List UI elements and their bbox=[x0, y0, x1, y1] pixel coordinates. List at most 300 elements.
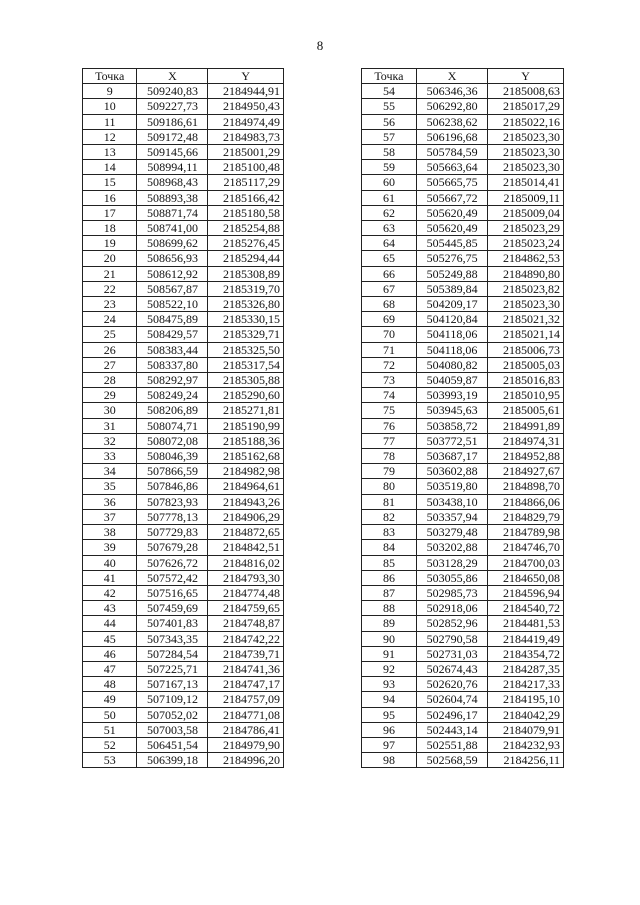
cell-y: 2185294,44 bbox=[208, 251, 284, 266]
cell-point: 81 bbox=[362, 494, 417, 509]
cell-y: 2185021,14 bbox=[488, 327, 564, 342]
cell-point: 94 bbox=[362, 692, 417, 707]
table-row bbox=[362, 403, 564, 418]
header-y: Y bbox=[488, 69, 564, 84]
coordinates-table-right bbox=[361, 68, 564, 768]
cell-x: 503438,10 bbox=[416, 494, 487, 509]
table-row bbox=[83, 692, 284, 707]
cell-x: 503519,80 bbox=[416, 479, 487, 494]
cell-x: 508072,08 bbox=[137, 433, 208, 448]
table-row bbox=[83, 753, 284, 768]
cell-x: 504080,82 bbox=[416, 357, 487, 372]
cell-y: 2185009,04 bbox=[488, 205, 564, 220]
table-row bbox=[362, 114, 564, 129]
cell-point: 74 bbox=[362, 388, 417, 403]
cell-y: 2184950,43 bbox=[208, 99, 284, 114]
cell-point: 44 bbox=[83, 616, 137, 631]
table-row bbox=[83, 631, 284, 646]
cell-x: 505276,75 bbox=[416, 251, 487, 266]
cell-point: 57 bbox=[362, 129, 417, 144]
table-row bbox=[83, 281, 284, 296]
cell-y: 2184816,02 bbox=[208, 555, 284, 570]
cell-y: 2185271,81 bbox=[208, 403, 284, 418]
table-row bbox=[83, 160, 284, 175]
table-row bbox=[362, 479, 564, 494]
cell-x: 507284,54 bbox=[137, 646, 208, 661]
cell-y: 2185180,58 bbox=[208, 205, 284, 220]
cell-y: 2185005,03 bbox=[488, 357, 564, 372]
cell-point: 59 bbox=[362, 160, 417, 175]
cell-x: 505620,49 bbox=[416, 205, 487, 220]
cell-point: 47 bbox=[83, 661, 137, 676]
cell-x: 508567,87 bbox=[137, 281, 208, 296]
cell-x: 506451,54 bbox=[137, 737, 208, 752]
cell-y: 2185023,30 bbox=[488, 145, 564, 160]
cell-x: 503687,17 bbox=[416, 449, 487, 464]
cell-y: 2185305,88 bbox=[208, 373, 284, 388]
cell-point: 66 bbox=[362, 266, 417, 281]
cell-y: 2185014,41 bbox=[488, 175, 564, 190]
table-row bbox=[362, 236, 564, 251]
cell-point: 83 bbox=[362, 525, 417, 540]
coordinates-table-left bbox=[82, 68, 284, 768]
cell-x: 508893,38 bbox=[137, 190, 208, 205]
cell-x: 509172,48 bbox=[137, 129, 208, 144]
cell-y: 2184256,11 bbox=[488, 753, 564, 768]
cell-point: 17 bbox=[83, 205, 137, 220]
cell-point: 78 bbox=[362, 449, 417, 464]
cell-point: 48 bbox=[83, 677, 137, 692]
table-row bbox=[362, 357, 564, 372]
table-row bbox=[362, 707, 564, 722]
cell-point: 32 bbox=[83, 433, 137, 448]
cell-y: 2185023,29 bbox=[488, 221, 564, 236]
cell-x: 508522,10 bbox=[137, 297, 208, 312]
cell-y: 2185023,24 bbox=[488, 236, 564, 251]
cell-point: 39 bbox=[83, 540, 137, 555]
cell-point: 53 bbox=[83, 753, 137, 768]
cell-x: 507679,28 bbox=[137, 540, 208, 555]
cell-point: 38 bbox=[83, 525, 137, 540]
cell-point: 36 bbox=[83, 494, 137, 509]
cell-x: 507823,93 bbox=[137, 494, 208, 509]
cell-y: 2185319,70 bbox=[208, 281, 284, 296]
cell-y: 2185021,32 bbox=[488, 312, 564, 327]
table-row bbox=[83, 129, 284, 144]
cell-y: 2185329,71 bbox=[208, 327, 284, 342]
table-row bbox=[83, 661, 284, 676]
cell-point: 65 bbox=[362, 251, 417, 266]
cell-y: 2185188,36 bbox=[208, 433, 284, 448]
table-row bbox=[83, 494, 284, 509]
cell-y: 2184746,70 bbox=[488, 540, 564, 555]
cell-x: 506238,62 bbox=[416, 114, 487, 129]
table-row bbox=[83, 403, 284, 418]
cell-point: 14 bbox=[83, 160, 137, 175]
cell-point: 71 bbox=[362, 342, 417, 357]
table-row bbox=[83, 266, 284, 281]
table-row bbox=[83, 175, 284, 190]
table-row bbox=[83, 418, 284, 433]
table-row bbox=[362, 692, 564, 707]
cell-y: 2184700,03 bbox=[488, 555, 564, 570]
cell-y: 2185326,80 bbox=[208, 297, 284, 312]
cell-x: 508994,11 bbox=[137, 160, 208, 175]
cell-x: 506399,18 bbox=[137, 753, 208, 768]
cell-point: 77 bbox=[362, 433, 417, 448]
cell-point: 50 bbox=[83, 707, 137, 722]
cell-y: 2184872,65 bbox=[208, 525, 284, 540]
cell-y: 2185005,61 bbox=[488, 403, 564, 418]
table-row bbox=[83, 737, 284, 752]
cell-x: 508337,80 bbox=[137, 357, 208, 372]
cell-x: 502551,88 bbox=[416, 737, 487, 752]
table-row bbox=[362, 737, 564, 752]
cell-y: 2185308,89 bbox=[208, 266, 284, 281]
cell-x: 502604,74 bbox=[416, 692, 487, 707]
cell-y: 2184974,49 bbox=[208, 114, 284, 129]
cell-point: 54 bbox=[362, 84, 417, 99]
table-row bbox=[362, 753, 564, 768]
cell-y: 2184943,26 bbox=[208, 494, 284, 509]
cell-y: 2185017,29 bbox=[488, 99, 564, 114]
cell-point: 22 bbox=[83, 281, 137, 296]
table-row bbox=[362, 570, 564, 585]
table-row bbox=[83, 509, 284, 524]
table-row bbox=[362, 327, 564, 342]
cell-point: 96 bbox=[362, 722, 417, 737]
cell-point: 93 bbox=[362, 677, 417, 692]
table-row bbox=[362, 464, 564, 479]
cell-x: 507626,72 bbox=[137, 555, 208, 570]
cell-point: 68 bbox=[362, 297, 417, 312]
cell-y: 2184042,29 bbox=[488, 707, 564, 722]
cell-y: 2184759,65 bbox=[208, 601, 284, 616]
table-row bbox=[362, 661, 564, 676]
table-row bbox=[83, 388, 284, 403]
cell-x: 503945,63 bbox=[416, 403, 487, 418]
cell-point: 88 bbox=[362, 601, 417, 616]
table-row bbox=[362, 494, 564, 509]
page-number: 8 bbox=[316, 38, 324, 53]
cell-point: 46 bbox=[83, 646, 137, 661]
cell-point: 69 bbox=[362, 312, 417, 327]
cell-x: 509227,73 bbox=[137, 99, 208, 114]
cell-x: 508292,97 bbox=[137, 373, 208, 388]
cell-y: 2184217,33 bbox=[488, 677, 564, 692]
cell-x: 503772,51 bbox=[416, 433, 487, 448]
cell-x: 507167,13 bbox=[137, 677, 208, 692]
cell-point: 87 bbox=[362, 585, 417, 600]
cell-y: 2184596,94 bbox=[488, 585, 564, 600]
cell-y: 2184952,88 bbox=[488, 449, 564, 464]
cell-point: 41 bbox=[83, 570, 137, 585]
cell-y: 2184757,09 bbox=[208, 692, 284, 707]
table-row bbox=[362, 677, 564, 692]
cell-point: 61 bbox=[362, 190, 417, 205]
cell-point: 19 bbox=[83, 236, 137, 251]
table-row bbox=[362, 297, 564, 312]
table-row bbox=[83, 297, 284, 312]
table-row bbox=[83, 722, 284, 737]
cell-x: 507343,35 bbox=[137, 631, 208, 646]
cell-x: 502790,58 bbox=[416, 631, 487, 646]
cell-y: 2184944,91 bbox=[208, 84, 284, 99]
table-row bbox=[362, 433, 564, 448]
header-point: Точка bbox=[362, 69, 417, 84]
table-row bbox=[362, 160, 564, 175]
cell-x: 508741,00 bbox=[137, 221, 208, 236]
cell-point: 27 bbox=[83, 357, 137, 372]
cell-point: 75 bbox=[362, 403, 417, 418]
cell-x: 503055,86 bbox=[416, 570, 487, 585]
cell-y: 2184866,06 bbox=[488, 494, 564, 509]
cell-x: 508871,74 bbox=[137, 205, 208, 220]
cell-point: 15 bbox=[83, 175, 137, 190]
cell-y: 2184829,79 bbox=[488, 509, 564, 524]
table-row bbox=[362, 509, 564, 524]
cell-x: 503357,94 bbox=[416, 509, 487, 524]
cell-y: 2185330,15 bbox=[208, 312, 284, 327]
cell-x: 502985,73 bbox=[416, 585, 487, 600]
cell-x: 507572,42 bbox=[137, 570, 208, 585]
cell-x: 507778,13 bbox=[137, 509, 208, 524]
cell-y: 2184747,17 bbox=[208, 677, 284, 692]
cell-y: 2185008,63 bbox=[488, 84, 564, 99]
cell-x: 507516,65 bbox=[137, 585, 208, 600]
cell-y: 2185166,42 bbox=[208, 190, 284, 205]
cell-x: 509240,83 bbox=[137, 84, 208, 99]
table-row bbox=[362, 555, 564, 570]
table-row bbox=[362, 190, 564, 205]
table-row bbox=[83, 205, 284, 220]
table-row bbox=[83, 327, 284, 342]
cell-point: 31 bbox=[83, 418, 137, 433]
cell-x: 508074,71 bbox=[137, 418, 208, 433]
cell-x: 505665,75 bbox=[416, 175, 487, 190]
header-point: Точка bbox=[83, 69, 137, 84]
cell-y: 2184232,93 bbox=[488, 737, 564, 752]
cell-point: 52 bbox=[83, 737, 137, 752]
cell-point: 91 bbox=[362, 646, 417, 661]
cell-x: 505445,85 bbox=[416, 236, 487, 251]
cell-y: 2185290,60 bbox=[208, 388, 284, 403]
cell-y: 2185162,68 bbox=[208, 449, 284, 464]
cell-x: 505249,88 bbox=[416, 266, 487, 281]
cell-y: 2184982,98 bbox=[208, 464, 284, 479]
cell-x: 508206,89 bbox=[137, 403, 208, 418]
cell-point: 23 bbox=[83, 297, 137, 312]
cell-y: 2185023,30 bbox=[488, 160, 564, 175]
table-row bbox=[83, 190, 284, 205]
cell-y: 2185006,73 bbox=[488, 342, 564, 357]
table-header-row bbox=[362, 69, 564, 84]
cell-y: 2184748,87 bbox=[208, 616, 284, 631]
cell-y: 2184650,08 bbox=[488, 570, 564, 585]
table-row bbox=[83, 601, 284, 616]
table-row bbox=[362, 525, 564, 540]
cell-y: 2184540,72 bbox=[488, 601, 564, 616]
cell-y: 2184774,48 bbox=[208, 585, 284, 600]
table-row bbox=[83, 525, 284, 540]
cell-x: 508475,89 bbox=[137, 312, 208, 327]
table-row bbox=[83, 357, 284, 372]
cell-x: 504120,84 bbox=[416, 312, 487, 327]
table-row bbox=[83, 646, 284, 661]
cell-x: 505667,72 bbox=[416, 190, 487, 205]
cell-y: 2184742,22 bbox=[208, 631, 284, 646]
table-row bbox=[83, 570, 284, 585]
cell-y: 2184771,08 bbox=[208, 707, 284, 722]
cell-point: 25 bbox=[83, 327, 137, 342]
cell-y: 2184354,72 bbox=[488, 646, 564, 661]
cell-point: 24 bbox=[83, 312, 137, 327]
cell-x: 503993,19 bbox=[416, 388, 487, 403]
table-row bbox=[362, 205, 564, 220]
cell-y: 2184974,31 bbox=[488, 433, 564, 448]
cell-point: 86 bbox=[362, 570, 417, 585]
cell-y: 2184195,10 bbox=[488, 692, 564, 707]
cell-x: 502620,76 bbox=[416, 677, 487, 692]
table-row bbox=[83, 433, 284, 448]
header-x: X bbox=[416, 69, 487, 84]
cell-point: 89 bbox=[362, 616, 417, 631]
cell-y: 2184079,91 bbox=[488, 722, 564, 737]
cell-y: 2185009,11 bbox=[488, 190, 564, 205]
table-row bbox=[83, 312, 284, 327]
cell-y: 2184906,29 bbox=[208, 509, 284, 524]
table-row bbox=[83, 616, 284, 631]
table-header-row bbox=[83, 69, 284, 84]
cell-point: 42 bbox=[83, 585, 137, 600]
table-row bbox=[83, 555, 284, 570]
table-row bbox=[83, 464, 284, 479]
cell-point: 56 bbox=[362, 114, 417, 129]
cell-y: 2185023,30 bbox=[488, 297, 564, 312]
cell-x: 509145,66 bbox=[137, 145, 208, 160]
cell-y: 2185325,50 bbox=[208, 342, 284, 357]
cell-point: 73 bbox=[362, 373, 417, 388]
table-row bbox=[83, 585, 284, 600]
cell-point: 45 bbox=[83, 631, 137, 646]
cell-x: 508249,24 bbox=[137, 388, 208, 403]
cell-y: 2184786,41 bbox=[208, 722, 284, 737]
cell-x: 503202,88 bbox=[416, 540, 487, 555]
cell-x: 506196,68 bbox=[416, 129, 487, 144]
cell-x: 502918,06 bbox=[416, 601, 487, 616]
cell-point: 33 bbox=[83, 449, 137, 464]
cell-y: 2185023,82 bbox=[488, 281, 564, 296]
cell-x: 507109,12 bbox=[137, 692, 208, 707]
cell-x: 502568,59 bbox=[416, 753, 487, 768]
table-row bbox=[362, 646, 564, 661]
cell-y: 2184793,30 bbox=[208, 570, 284, 585]
cell-point: 18 bbox=[83, 221, 137, 236]
cell-x: 507459,69 bbox=[137, 601, 208, 616]
table-row bbox=[362, 281, 564, 296]
cell-y: 2184991,89 bbox=[488, 418, 564, 433]
cell-y: 2184842,51 bbox=[208, 540, 284, 555]
cell-point: 67 bbox=[362, 281, 417, 296]
cell-point: 26 bbox=[83, 342, 137, 357]
cell-y: 2185276,45 bbox=[208, 236, 284, 251]
table-row bbox=[362, 312, 564, 327]
table-row bbox=[362, 616, 564, 631]
cell-y: 2184481,53 bbox=[488, 616, 564, 631]
cell-x: 504118,06 bbox=[416, 327, 487, 342]
cell-y: 2184890,80 bbox=[488, 266, 564, 281]
cell-point: 30 bbox=[83, 403, 137, 418]
cell-x: 505620,49 bbox=[416, 221, 487, 236]
table-row bbox=[83, 373, 284, 388]
cell-point: 13 bbox=[83, 145, 137, 160]
cell-y: 2184898,70 bbox=[488, 479, 564, 494]
cell-point: 58 bbox=[362, 145, 417, 160]
cell-x: 507052,02 bbox=[137, 707, 208, 722]
cell-y: 2185254,88 bbox=[208, 221, 284, 236]
cell-y: 2185010,95 bbox=[488, 388, 564, 403]
cell-x: 507866,59 bbox=[137, 464, 208, 479]
cell-point: 10 bbox=[83, 99, 137, 114]
table-row bbox=[362, 449, 564, 464]
cell-point: 85 bbox=[362, 555, 417, 570]
cell-x: 508383,44 bbox=[137, 342, 208, 357]
cell-y: 2184964,61 bbox=[208, 479, 284, 494]
cell-y: 2185317,54 bbox=[208, 357, 284, 372]
table-row bbox=[362, 266, 564, 281]
cell-x: 502731,03 bbox=[416, 646, 487, 661]
cell-point: 16 bbox=[83, 190, 137, 205]
cell-x: 504118,06 bbox=[416, 342, 487, 357]
cell-point: 9 bbox=[83, 84, 137, 99]
cell-x: 502674,43 bbox=[416, 661, 487, 676]
cell-y: 2184789,98 bbox=[488, 525, 564, 540]
cell-point: 64 bbox=[362, 236, 417, 251]
table-row bbox=[83, 707, 284, 722]
table-row bbox=[362, 84, 564, 99]
cell-x: 503128,29 bbox=[416, 555, 487, 570]
cell-point: 80 bbox=[362, 479, 417, 494]
table-row bbox=[83, 677, 284, 692]
table-row bbox=[83, 449, 284, 464]
cell-x: 508429,57 bbox=[137, 327, 208, 342]
cell-point: 63 bbox=[362, 221, 417, 236]
cell-point: 35 bbox=[83, 479, 137, 494]
cell-point: 49 bbox=[83, 692, 137, 707]
cell-x: 502496,17 bbox=[416, 707, 487, 722]
cell-point: 12 bbox=[83, 129, 137, 144]
cell-y: 2184979,90 bbox=[208, 737, 284, 752]
cell-x: 508656,93 bbox=[137, 251, 208, 266]
cell-x: 508612,92 bbox=[137, 266, 208, 281]
cell-x: 502852,96 bbox=[416, 616, 487, 631]
cell-y: 2185023,30 bbox=[488, 129, 564, 144]
cell-y: 2184862,53 bbox=[488, 251, 564, 266]
table-row bbox=[362, 418, 564, 433]
cell-y: 2184741,36 bbox=[208, 661, 284, 676]
cell-y: 2184927,67 bbox=[488, 464, 564, 479]
table-row bbox=[362, 373, 564, 388]
cell-point: 37 bbox=[83, 509, 137, 524]
cell-point: 43 bbox=[83, 601, 137, 616]
cell-point: 62 bbox=[362, 205, 417, 220]
cell-point: 20 bbox=[83, 251, 137, 266]
cell-point: 40 bbox=[83, 555, 137, 570]
table-row bbox=[83, 221, 284, 236]
cell-x: 506346,36 bbox=[416, 84, 487, 99]
cell-x: 507225,71 bbox=[137, 661, 208, 676]
header-y: Y bbox=[208, 69, 284, 84]
